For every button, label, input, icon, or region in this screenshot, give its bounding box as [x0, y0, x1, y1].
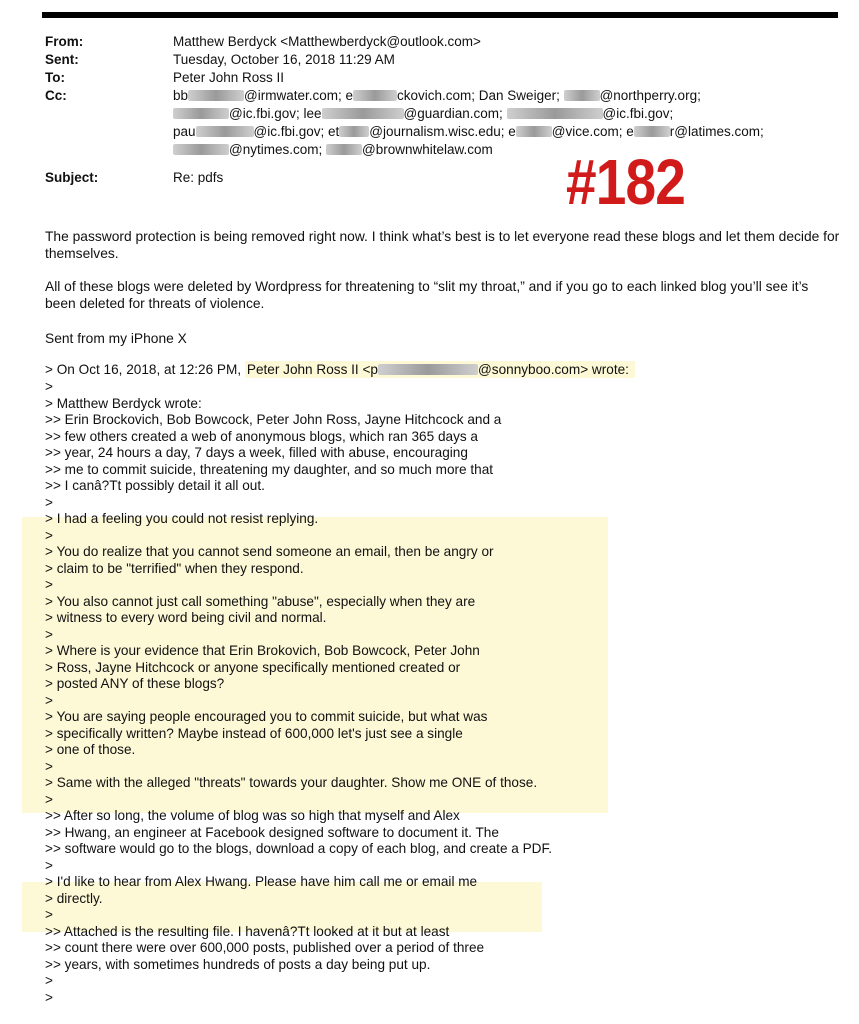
quoted-line: >> year, 24 hours a day, 7 days a week, filled with abuse, encouraging: [45, 445, 468, 460]
quoted-line: > claim to be "terrified" when they respond.: [45, 560, 304, 576]
redaction: [188, 90, 244, 101]
quoted-line: >: [45, 857, 53, 873]
quoted-line: >: [45, 379, 53, 394]
subject-label: Subject:: [45, 170, 99, 185]
redaction: [339, 126, 369, 137]
quoted-line: > You also cannot just call something "abuse", especially when they are: [45, 593, 476, 609]
quoted-line: >: [45, 758, 53, 774]
quoted-line: > You do realize that you cannot send someone an email, then be angry or: [45, 544, 494, 559]
quote-intro: > On Oct 16, 2018, at 12:26 PM, Peter John Ross II <p @sonnyboo.com> wrote:: [45, 362, 635, 378]
quoted-line: > posted ANY of these blogs?: [45, 676, 225, 691]
quoted-line: > witness to every word being civil and normal.: [45, 610, 327, 625]
quoted-line: > I had a feeling you could not resist replying.: [45, 511, 319, 526]
quoted-line: > directly.: [45, 890, 103, 906]
quoted-line: >: [45, 907, 53, 922]
redaction: [507, 108, 603, 119]
quoted-line: >: [45, 577, 53, 592]
quoted-line: >> Attached is the resulting file. I havenâ?Tt looked at it but at least: [45, 923, 450, 939]
body-paragraph-2: All of these blogs were deleted by Wordpress for threatening to “slit my throat,” and if you go to each linked blog you’ll see it’s been deleted for threats of violence.: [45, 279, 809, 311]
quoted-line: >: [45, 973, 53, 988]
cc-label: Cc:: [45, 88, 67, 103]
quoted-line: >: [45, 626, 53, 642]
quoted-line: >> After so long, the volume of blog was so high that myself and Alex: [45, 808, 460, 823]
redaction: [564, 90, 600, 101]
cc-line-2: @ic.fbi.gov; lee @guardian.com; @ic.fbi.gov;: [173, 106, 673, 121]
quoted-line: >: [45, 989, 53, 1005]
quoted-line: > Same with the alleged "threats" towards your daughter. Show me ONE of those.: [45, 775, 538, 790]
quoted-line: >> I canâ?Tt possibly detail it all out.: [45, 478, 265, 493]
quoted-line: > Where is your evidence that Erin Brokovich, Bob Bowcock, Peter John: [45, 643, 480, 658]
quoted-line: >> software would go to the blogs, download a copy of each blog, and create a PDF.: [45, 841, 553, 856]
redaction: [196, 126, 254, 137]
signature: Sent from my iPhone X: [45, 331, 187, 346]
quoted-line: >> count there were over 600,000 posts, published over a period of three: [45, 940, 485, 955]
cc-line-4: @nytimes.com; @brownwhitelaw.com: [173, 142, 493, 157]
sent-value: Tuesday, October 16, 2018 11:29 AM: [173, 52, 395, 67]
quoted-line: >: [45, 692, 53, 708]
quoted-line: > specifically written? Maybe instead of 600,000 let's just see a single: [45, 725, 463, 741]
quoted-line: >> me to commit suicide, threatening my daughter, and so much more that: [45, 461, 494, 477]
quoted-line: >: [45, 527, 53, 543]
quoted-line: > I'd like to hear from Alex Hwang. Please have him call me or email me: [45, 874, 478, 889]
from-value: Matthew Berdyck <Matthewberdyck@outlook.com>: [173, 34, 481, 49]
subject-value: Re: pdfs: [173, 170, 224, 185]
quoted-line: >> Erin Brockovich, Bob Bowcock, Peter John Ross, Jayne Hitchcock and a: [45, 412, 502, 427]
body-paragraph-1: The password protection is being removed right now. I think what’s best is to let everyone read these blogs and let them decide for themselves.: [45, 229, 840, 261]
quoted-line: > You are saying people encouraged you to commit suicide, but what was: [45, 709, 488, 724]
cc-line-3: pau @ic.fbi.gov; et @journalism.wisc.edu; e @vice.com; e r@latimes.com;: [173, 124, 764, 139]
sent-label: Sent:: [45, 52, 79, 67]
quoted-line: > Matthew Berdyck wrote:: [45, 395, 202, 411]
from-label: From:: [45, 34, 84, 49]
quoted-line: >> Hwang, an engineer at Facebook designed software to document it. The: [45, 824, 499, 840]
quoted-line: >> few others created a web of anonymous blogs, which ran 365 days a: [45, 428, 478, 444]
redaction: [173, 144, 229, 155]
quote-author-highlight: Peter John Ross II <p @sonnyboo.com> wrote:: [245, 361, 635, 378]
redaction: [634, 126, 670, 137]
redaction: [353, 90, 397, 101]
quoted-line: >: [45, 791, 53, 807]
cc-line-1: bb @irmwater.com; e ckovich.com; Dan Sweiger; @northperry.org;: [173, 88, 701, 103]
to-label: To:: [45, 70, 65, 85]
quoted-line: >: [45, 494, 53, 510]
quoted-line: >> years, with sometimes hundreds of posts a day being put up.: [45, 956, 431, 972]
top-rule: [42, 12, 838, 18]
document-number-stamp: #182: [566, 146, 686, 218]
redaction: [378, 364, 478, 375]
redaction: [173, 108, 229, 119]
to-value: Peter John Ross II: [173, 70, 285, 85]
redaction: [326, 144, 362, 155]
quoted-line: > one of those.: [45, 742, 136, 757]
redaction: [322, 108, 404, 119]
quoted-line: > Ross, Jayne Hitchcock or anyone specifically mentioned created or: [45, 659, 461, 675]
redaction: [516, 126, 552, 137]
